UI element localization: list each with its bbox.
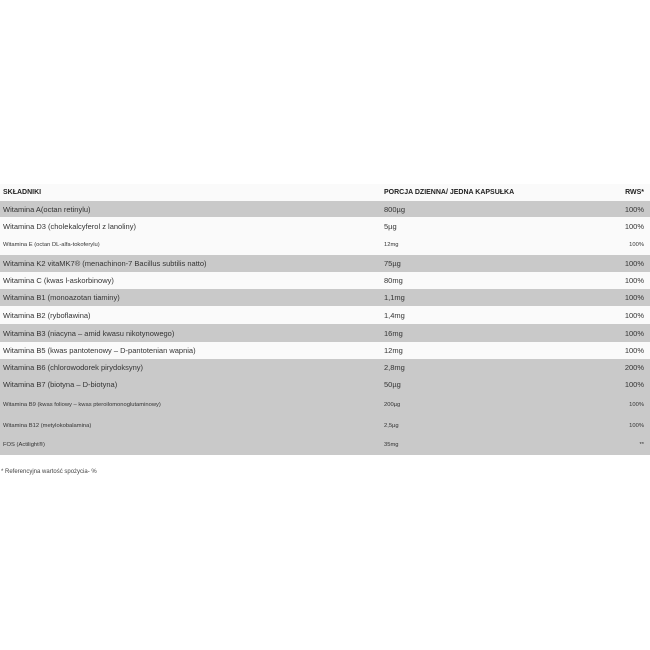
cell-rws: 200% bbox=[624, 362, 644, 372]
cell-rws: 100% bbox=[624, 310, 644, 320]
cell-ingredient: Witamina B3 (niacyna – amid kwasu nikotynowego) bbox=[3, 328, 175, 338]
cell-dose: 2,8mg bbox=[384, 362, 405, 372]
cell-dose: 12mg bbox=[384, 242, 399, 248]
table-row bbox=[0, 375, 650, 394]
table-row bbox=[0, 272, 650, 289]
cell-rws: 100% bbox=[629, 422, 644, 429]
cell-ingredient: Witamina D3 (cholekalcyferol z lanoliny) bbox=[3, 221, 136, 231]
header-rws: RWS* bbox=[625, 189, 644, 196]
table-row bbox=[0, 235, 650, 255]
cell-dose: 2,5µg bbox=[384, 422, 399, 429]
cell-dose: 12mg bbox=[384, 346, 403, 355]
cell-dose: 35mg bbox=[384, 442, 399, 448]
table-row bbox=[0, 255, 650, 272]
cell-dose: 16mg bbox=[384, 328, 403, 338]
cell-dose: 800µg bbox=[384, 204, 406, 214]
table-row bbox=[0, 324, 650, 342]
table-row bbox=[0, 306, 650, 324]
table-row bbox=[0, 201, 650, 217]
cell-ingredient: Witamina B1 (monoazotan tiaminy) bbox=[3, 293, 120, 302]
cell-rws: 100% bbox=[624, 221, 644, 231]
table-row bbox=[0, 435, 650, 455]
cell-ingredient: Witamina A(octan retinylu) bbox=[3, 204, 91, 214]
cell-ingredient: Witamina B7 (biotyna – D-biotyna) bbox=[3, 380, 118, 389]
cell-ingredient: Witamina B2 (ryboflawina) bbox=[3, 310, 91, 320]
cell-rws: 100% bbox=[624, 346, 644, 355]
cell-rws: 100% bbox=[624, 276, 644, 285]
cell-dose: 5µg bbox=[384, 221, 397, 231]
cell-ingredient: Witamina K2 vitaMK7® (menachinon-7 Bacillus subtilis natto) bbox=[3, 259, 207, 268]
cell-dose: 75µg bbox=[384, 259, 401, 268]
cell-dose: 1,1mg bbox=[384, 293, 405, 302]
cell-ingredient: FOS (Actilight®) bbox=[3, 442, 45, 448]
table-row bbox=[0, 416, 650, 435]
table-row bbox=[0, 359, 650, 375]
cell-rws: 100% bbox=[624, 259, 644, 268]
cell-ingredient: Witamina B12 (metylokobalamina) bbox=[3, 422, 92, 429]
cell-dose: 80mg bbox=[384, 276, 403, 285]
table-header bbox=[0, 184, 650, 201]
cell-rws: 100% bbox=[629, 242, 644, 248]
cell-dose: 1,4mg bbox=[384, 310, 405, 320]
cell-ingredient: Witamina C (kwas l-askorbinowy) bbox=[3, 276, 114, 285]
table-row bbox=[0, 342, 650, 359]
header-dose: PORCJA DZIENNA/ JEDNA KAPSUŁKA bbox=[384, 189, 515, 196]
cell-rws: 100% bbox=[624, 328, 644, 338]
cell-ingredient: Witamina B6 (chlorowodorek pirydoksyny) bbox=[3, 362, 144, 372]
cell-dose: 200µg bbox=[384, 402, 401, 408]
cell-rws: 100% bbox=[624, 204, 644, 214]
cell-rws: 100% bbox=[624, 293, 644, 302]
cell-rws: ** bbox=[639, 442, 644, 448]
table-row bbox=[0, 289, 650, 306]
cell-rws: 100% bbox=[629, 402, 644, 408]
table-row bbox=[0, 394, 650, 416]
table-row bbox=[0, 217, 650, 235]
footnote: * Referencyjna wartość spożycia- % bbox=[1, 469, 97, 475]
header-ingredient: SKŁADNIKI bbox=[3, 189, 42, 196]
cell-ingredient: Witamina E (octan DL-alfa-tokoferylu) bbox=[3, 242, 100, 248]
cell-ingredient: Witamina B5 (kwas pantotenowy – D-pantotenian wapnia) bbox=[3, 346, 196, 355]
cell-dose: 50µg bbox=[384, 380, 401, 389]
cell-rws: 100% bbox=[624, 380, 644, 389]
nutrition-table bbox=[0, 184, 650, 455]
cell-ingredient: Witamina B9 (kwas foliowy – kwas pteroilomonoglutaminowy) bbox=[3, 402, 161, 408]
